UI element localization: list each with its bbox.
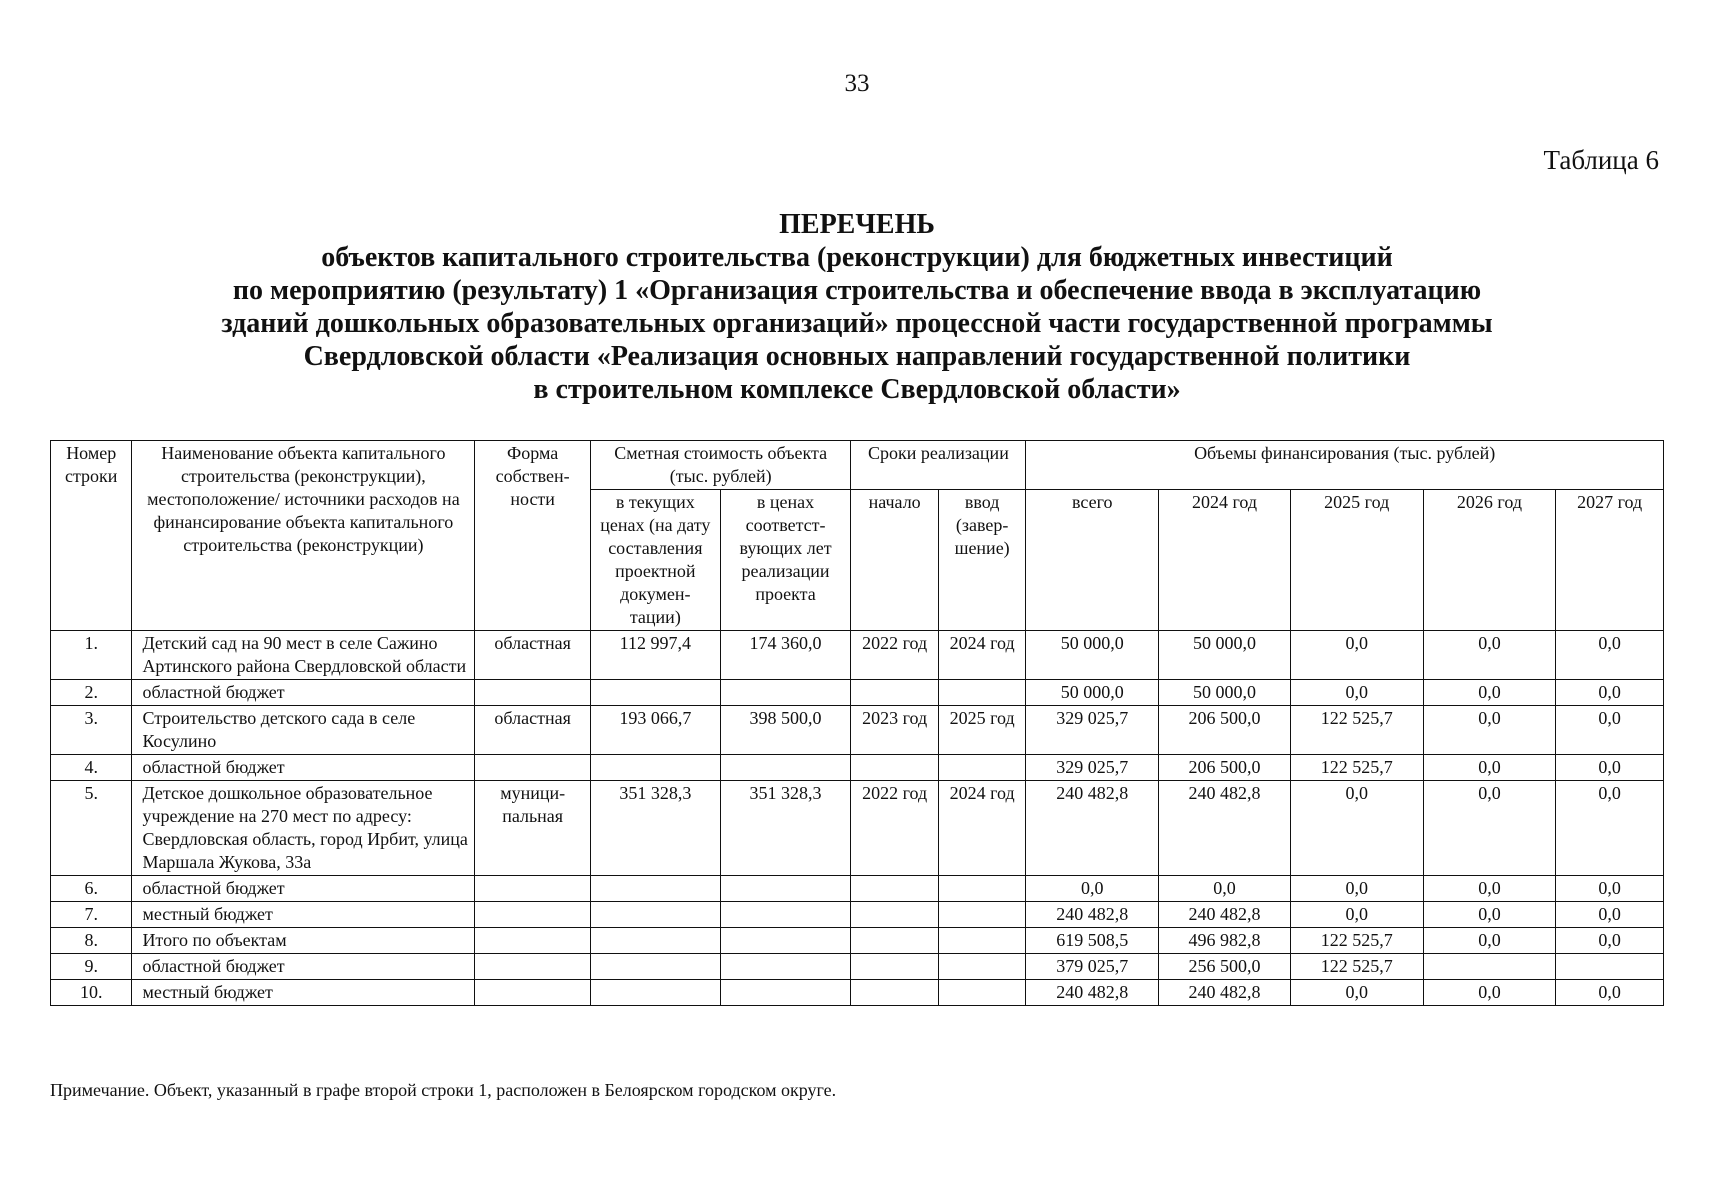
cell-row-number: 10. — [51, 980, 132, 1006]
cell-total: 379 025,7 — [1026, 954, 1159, 980]
cell-ownership — [475, 928, 591, 954]
cell-2024: 240 482,8 — [1159, 980, 1291, 1006]
cell-ownership: областная — [475, 706, 591, 755]
cell-2024: 206 500,0 — [1159, 706, 1291, 755]
cell-2024: 0,0 — [1159, 876, 1291, 902]
cell-2027: 0,0 — [1556, 706, 1664, 755]
cell-object-name: областной бюджет — [132, 680, 475, 706]
cell-cost-current: 351 328,3 — [590, 781, 720, 876]
cell-term-end — [938, 954, 1026, 980]
cell-ownership — [475, 954, 591, 980]
cell-term-end: 2024 год — [938, 631, 1026, 680]
cell-2026: 0,0 — [1423, 781, 1556, 876]
cell-cost-years — [720, 902, 851, 928]
cell-2025: 122 525,7 — [1290, 928, 1423, 954]
capital-construction-table — [50, 440, 1664, 1006]
cell-2024: 496 982,8 — [1159, 928, 1291, 954]
cell-term-end: 2024 год — [938, 781, 1026, 876]
cell-ownership — [475, 980, 591, 1006]
table-row — [51, 781, 1664, 876]
cell-cost-years — [720, 928, 851, 954]
cell-cost-current: 112 997,4 — [590, 631, 720, 680]
table-row — [51, 706, 1664, 755]
cell-2025: 0,0 — [1290, 876, 1423, 902]
cell-2027: 0,0 — [1556, 928, 1664, 954]
cell-term-start — [851, 755, 938, 781]
cell-2025: 122 525,7 — [1290, 954, 1423, 980]
table-row — [51, 902, 1664, 928]
cell-ownership — [475, 755, 591, 781]
cell-term-start — [851, 928, 938, 954]
cell-cost-years — [720, 980, 851, 1006]
footnote: Примечание. Объект, указанный в графе второй строки 1, расположен в Белоярском городском округе. — [50, 1080, 837, 1100]
cell-row-number: 2. — [51, 680, 132, 706]
cell-2025: 0,0 — [1290, 631, 1423, 680]
cell-2024: 50 000,0 — [1159, 631, 1291, 680]
header-estimated-cost: Сметная стоимость объекта (тыс. рублей) — [590, 441, 850, 490]
cell-cost-current — [590, 902, 720, 928]
cell-term-start: 2022 год — [851, 781, 938, 876]
cell-object-name: Детское дошкольное образовательное учреждение на 270 мест по адресу: Свердловская область, город Ирбит, улица Маршала Жукова, 33а — [132, 781, 475, 876]
cell-term-end — [938, 755, 1026, 781]
heading-line: объектов капитального строительства (реконструкции) для бюджетных инвестиций — [321, 242, 1393, 273]
heading-line: Свердловской области «Реализация основных направлений государственной политики — [303, 341, 1411, 372]
cell-2024: 50 000,0 — [1159, 680, 1291, 706]
table-row — [51, 755, 1664, 781]
cell-row-number: 6. — [51, 876, 132, 902]
heading-line: ПЕРЕЧЕНЬ — [779, 209, 935, 240]
cell-cost-current: 193 066,7 — [590, 706, 720, 755]
cell-term-start — [851, 902, 938, 928]
heading-line: по мероприятию (результату) 1 «Организация строительства и обеспечение ввода в эксплуатацию — [232, 275, 1482, 306]
cell-2025: 122 525,7 — [1290, 706, 1423, 755]
header-2026: 2026 год — [1423, 490, 1556, 631]
table-row — [51, 631, 1664, 680]
cell-total: 0,0 — [1026, 876, 1159, 902]
table-row — [51, 680, 1664, 706]
cell-2027: 0,0 — [1556, 902, 1664, 928]
cell-cost-current — [590, 755, 720, 781]
header-total: всего — [1026, 490, 1159, 631]
cell-2027: 0,0 — [1556, 631, 1664, 680]
cell-term-end — [938, 876, 1026, 902]
cell-cost-years — [720, 876, 851, 902]
cell-cost-current — [590, 928, 720, 954]
cell-2024: 256 500,0 — [1159, 954, 1291, 980]
cell-cost-current — [590, 876, 720, 902]
cell-object-name: Детский сад на 90 мест в селе Сажино Артинского района Свердловской области — [132, 631, 475, 680]
table-row — [51, 928, 1664, 954]
cell-total: 240 482,8 — [1026, 902, 1159, 928]
cell-term-start — [851, 680, 938, 706]
table-body — [51, 631, 1664, 1006]
page-number: 33 — [844, 70, 870, 97]
cell-row-number: 5. — [51, 781, 132, 876]
header-2025: 2025 год — [1290, 490, 1423, 631]
cell-total: 50 000,0 — [1026, 680, 1159, 706]
cell-2024: 240 482,8 — [1159, 902, 1291, 928]
header-term-start: начало — [851, 490, 938, 631]
cell-2025: 122 525,7 — [1290, 755, 1423, 781]
cell-2026 — [1423, 954, 1556, 980]
cell-term-end — [938, 902, 1026, 928]
cell-2027: 0,0 — [1556, 781, 1664, 876]
cell-2026: 0,0 — [1423, 980, 1556, 1006]
cell-row-number: 9. — [51, 954, 132, 980]
cell-row-number: 1. — [51, 631, 132, 680]
cell-2027 — [1556, 954, 1664, 980]
table-label: Таблица 6 — [1543, 145, 1659, 175]
cell-total: 619 508,5 — [1026, 928, 1159, 954]
cell-2025: 0,0 — [1290, 680, 1423, 706]
cell-2026: 0,0 — [1423, 631, 1556, 680]
cell-term-start — [851, 954, 938, 980]
cell-ownership — [475, 876, 591, 902]
cell-ownership: муници-пальная — [475, 781, 591, 876]
cell-term-start: 2023 год — [851, 706, 938, 755]
cell-term-start — [851, 876, 938, 902]
cell-2027: 0,0 — [1556, 876, 1664, 902]
header-2024: 2024 год — [1159, 490, 1291, 631]
cell-2025: 0,0 — [1290, 980, 1423, 1006]
table-row — [51, 980, 1664, 1006]
cell-cost-years: 351 328,3 — [720, 781, 851, 876]
cell-ownership — [475, 680, 591, 706]
cell-total: 240 482,8 — [1026, 781, 1159, 876]
cell-2026: 0,0 — [1423, 755, 1556, 781]
cell-cost-years — [720, 755, 851, 781]
cell-term-end — [938, 980, 1026, 1006]
cell-cost-years: 174 360,0 — [720, 631, 851, 680]
heading-line: зданий дошкольных образовательных организаций» процессной части государственной программы — [221, 308, 1493, 339]
cell-term-end — [938, 928, 1026, 954]
cell-2026: 0,0 — [1423, 876, 1556, 902]
cell-2026: 0,0 — [1423, 680, 1556, 706]
cell-2027: 0,0 — [1556, 755, 1664, 781]
cell-2027: 0,0 — [1556, 980, 1664, 1006]
document-heading — [0, 208, 1714, 406]
cell-2025: 0,0 — [1290, 902, 1423, 928]
cell-total: 50 000,0 — [1026, 631, 1159, 680]
cell-object-name: местный бюджет — [132, 980, 475, 1006]
cell-object-name: Итого по объектам — [132, 928, 475, 954]
cell-total: 329 025,7 — [1026, 755, 1159, 781]
cell-ownership: областная — [475, 631, 591, 680]
table-row — [51, 954, 1664, 980]
cell-object-name: Строительство детского сада в селе Косулино — [132, 706, 475, 755]
cell-row-number: 8. — [51, 928, 132, 954]
cell-cost-years — [720, 954, 851, 980]
table-row — [51, 876, 1664, 902]
header-object-name: Наименование объекта капитального строительства (реконструкции), местоположение/ источники расходов на финансирование объекта капитального строительства (реконструкции) — [132, 441, 475, 631]
cell-row-number: 3. — [51, 706, 132, 755]
cell-row-number: 7. — [51, 902, 132, 928]
heading-line: в строительном комплексе Свердловской области» — [533, 374, 1181, 405]
header-row-number: Номер строки — [51, 441, 132, 631]
cell-2026: 0,0 — [1423, 706, 1556, 755]
cell-object-name: областной бюджет — [132, 755, 475, 781]
cell-2025: 0,0 — [1290, 781, 1423, 876]
cell-term-start: 2022 год — [851, 631, 938, 680]
cell-cost-current — [590, 980, 720, 1006]
cell-total: 329 025,7 — [1026, 706, 1159, 755]
header-terms: Сроки реализации — [851, 441, 1026, 490]
header-financing: Объемы финансирования (тыс. рублей) — [1026, 441, 1664, 490]
cell-cost-years: 398 500,0 — [720, 706, 851, 755]
cell-term-end — [938, 680, 1026, 706]
header-ownership: Форма собствен-ности — [475, 441, 591, 631]
cell-2026: 0,0 — [1423, 928, 1556, 954]
cell-term-start — [851, 980, 938, 1006]
header-2027: 2027 год — [1556, 490, 1664, 631]
header-term-end: ввод (завер-шение) — [938, 490, 1026, 631]
cell-ownership — [475, 902, 591, 928]
cell-2026: 0,0 — [1423, 902, 1556, 928]
cell-cost-years — [720, 680, 851, 706]
cell-object-name: областной бюджет — [132, 954, 475, 980]
cell-row-number: 4. — [51, 755, 132, 781]
header-cost-current: в текущих ценах (на дату составления проектной докумен-тации) — [590, 490, 720, 631]
cell-2027: 0,0 — [1556, 680, 1664, 706]
cell-term-end: 2025 год — [938, 706, 1026, 755]
header-cost-years: в ценах соответст-вующих лет реализации проекта — [720, 490, 851, 631]
cell-cost-current — [590, 954, 720, 980]
cell-cost-current — [590, 680, 720, 706]
table-header — [51, 441, 1664, 631]
cell-2024: 206 500,0 — [1159, 755, 1291, 781]
cell-object-name: местный бюджет — [132, 902, 475, 928]
cell-total: 240 482,8 — [1026, 980, 1159, 1006]
cell-object-name: областной бюджет — [132, 876, 475, 902]
cell-2024: 240 482,8 — [1159, 781, 1291, 876]
